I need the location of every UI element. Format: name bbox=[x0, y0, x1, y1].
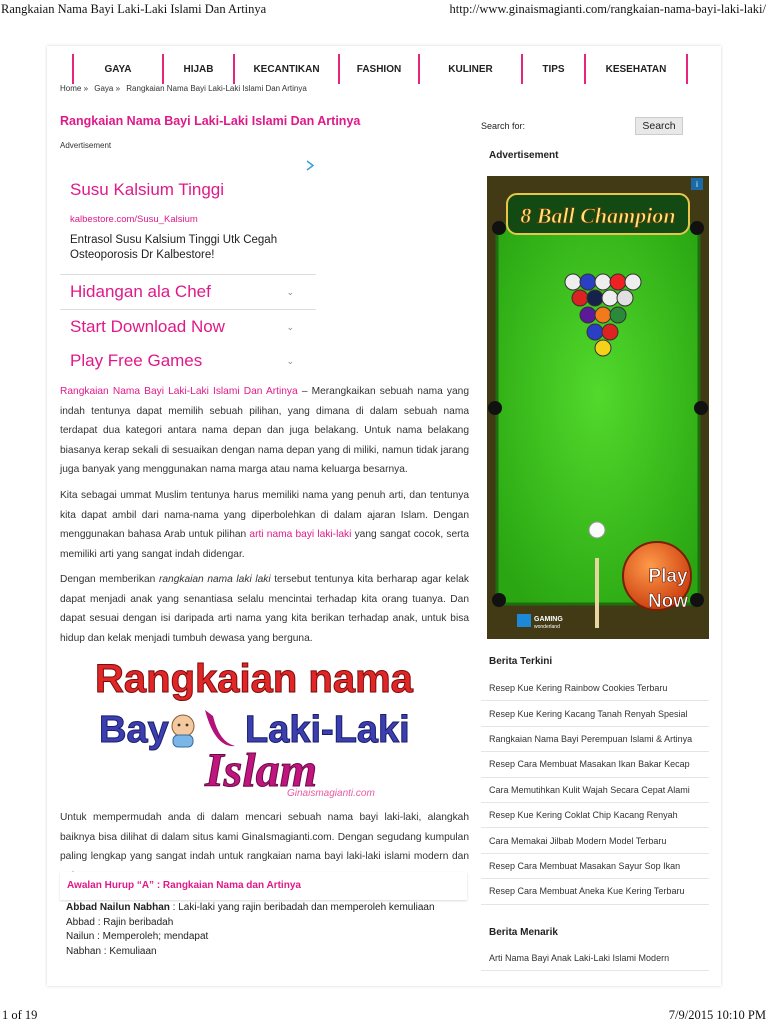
post-title[interactable]: Rangkaian Nama Bayi Laki-Laki Islami Dan Artinya bbox=[60, 114, 361, 128]
berita-terkini-list bbox=[481, 676, 709, 905]
print-header bbox=[0, 0, 768, 20]
image-text-line2b: Laki-Laki bbox=[245, 709, 410, 751]
sidebar-ad-title: Advertisement bbox=[489, 150, 559, 161]
definition-main bbox=[66, 901, 435, 916]
nav-item-fashion[interactable]: FASHION bbox=[340, 54, 420, 84]
print-header-url: http://www.ginaismagianti.com/rangkaian-nama-bayi-laki-laki/ bbox=[449, 2, 766, 16]
print-datetime: 7/9/2015 10:10 PM bbox=[668, 1008, 766, 1022]
article-title-link[interactable]: Rangkaian Nama Bayi Laki-Laki Islami Dan Artinya bbox=[60, 386, 298, 397]
definition-meaning: : Laki-laki yang rajin beribadah dan memperoleh kemuliaan bbox=[169, 902, 435, 913]
cue-ball-icon bbox=[589, 522, 605, 538]
article-text: Dengan memberikan bbox=[60, 574, 159, 585]
arti-nama-link[interactable]: arti nama bayi laki-laki bbox=[249, 529, 352, 540]
ad-link-label: Play Free Games bbox=[70, 351, 203, 370]
article-text: yang sangat cocok, serta memiliki arti yang sangat indah didengar. bbox=[60, 529, 470, 560]
berita-menarik-list bbox=[481, 946, 709, 971]
adchoices-icon[interactable] bbox=[306, 160, 315, 171]
article-text: tersebut tentunya kita berharap agar kelak dapat menjadi anak yang senantiasa selalu mencintai terhadap kita orang tuanya. Dan dapat sesuai dengan isi daripada arti nama yang kita berikan terhadap anak, untuk bisa hidup dan kelak menjadi tumbuh dewasa yang berguna. bbox=[60, 574, 469, 644]
ad-link-hidangan[interactable] bbox=[60, 274, 316, 308]
name-definitions bbox=[66, 901, 435, 959]
breadcrumb-current: Rangkaian Nama Bayi Laki-Laki Islami Dan Artinya bbox=[126, 84, 307, 93]
list-item[interactable]: Resep Cara Membuat Masakan Ikan Bakar Kecap bbox=[481, 752, 709, 777]
brand-sub: wonderland bbox=[534, 624, 560, 630]
breadcrumb bbox=[60, 84, 311, 93]
play-label: Play bbox=[648, 566, 688, 587]
berita-terkini-title: Berita Terkini bbox=[489, 656, 553, 667]
list-item[interactable]: Resep Kue Kering Kacang Tanah Renyah Spesial bbox=[481, 701, 709, 726]
definition-name: Abbad Nailun Nabhan bbox=[66, 902, 170, 913]
article-paragraph-2 bbox=[60, 486, 469, 564]
search-button[interactable]: Search bbox=[635, 117, 683, 135]
article-text: – Merangkaikan sebuah nama yang indah tentunya dapat memilih sebuah pilihan, yang dimana di dalam sebuah nama terdapat dua kategori antara nama depan dan juga belakang. Untuk nama belakang biasanya kerap sekali di sesuaikan dengan nama depan yang di miliki, namun tidak jarang juga banyak yang menggunakan nama marga atau nama keluarga besarnya. bbox=[60, 386, 470, 475]
image-text-line1: Rangkaian nama bbox=[95, 657, 413, 701]
adchoices-badge: i bbox=[696, 180, 698, 189]
image-text-line2a: Bay bbox=[99, 709, 169, 751]
ad-link-label: Start Download Now bbox=[70, 317, 225, 336]
breadcrumb-home[interactable]: Home » bbox=[60, 84, 89, 93]
advertisement-label: Advertisement bbox=[60, 141, 112, 150]
list-item[interactable]: Rangkaian Nama Bayi Perempuan Islami & Artinya bbox=[481, 727, 709, 752]
baby-icon bbox=[172, 715, 194, 747]
ad-link-games[interactable] bbox=[60, 344, 316, 378]
nav-item-kecantikan[interactable]: KECANTIKAN bbox=[235, 54, 340, 84]
list-item[interactable]: Resep Cara Membuat Aneka Kue Kering Terbaru bbox=[481, 879, 709, 904]
article-paragraph-1 bbox=[60, 382, 469, 480]
article-italic-text: rangkaian nama laki laki bbox=[158, 574, 271, 585]
nav-item-gaya[interactable]: GAYA bbox=[72, 54, 164, 84]
main-nav bbox=[72, 54, 688, 84]
ad-headline[interactable]: Susu Kalsium Tinggi bbox=[70, 180, 225, 199]
image-watermark: Ginaismagianti.com bbox=[287, 788, 375, 799]
brand-name: GAMING bbox=[534, 616, 563, 623]
section-subheading-text: Awalan Hurup “A” : Rangkaian Nama dan Artinya bbox=[67, 880, 301, 891]
definition-line: Abbad : Rajin beribadah bbox=[66, 916, 174, 928]
list-item[interactable]: Resep Kue Kering Rainbow Cookies Terbaru bbox=[481, 676, 709, 701]
search-label: Search for: bbox=[481, 121, 526, 131]
ad-link-label: Hidangan ala Chef bbox=[70, 282, 211, 301]
chevron-down-icon: ⌄ bbox=[286, 356, 294, 366]
game-ad-title: 8 Ball Champion bbox=[520, 203, 676, 228]
print-header-title: Rangkaian Nama Bayi Laki-Laki Islami Dan Artinya bbox=[1, 2, 267, 16]
ad-url[interactable]: kalbestore.com/Susu_Kalsium bbox=[70, 214, 198, 225]
chevron-down-icon: ⌄ bbox=[286, 287, 294, 297]
crescent-icon bbox=[205, 710, 235, 746]
print-page-number: 1 of 19 bbox=[2, 1008, 38, 1022]
list-item[interactable]: Resep Kue Kering Coklat Chip Kacang Renyah bbox=[481, 803, 709, 828]
image-text-line3: Islam bbox=[205, 744, 318, 797]
print-footer bbox=[0, 1004, 768, 1024]
list-item[interactable]: Cara Memakai Jilbab Modern Model Terbaru bbox=[481, 828, 709, 853]
chevron-down-icon: ⌄ bbox=[286, 322, 294, 332]
article-paragraph-4: Untuk mempermudah anda di dalam mencari sebuah nama bayi laki-laki, alangkah baiknya bisa dilihat di dalam situs kami GinaIsmagianti.com. Dengan segudang kumpulan paling lengkap yang sangat indah untuk rangkaian nama bayi laki-laki islami modern dan bbox=[60, 812, 469, 862]
article-illustration bbox=[95, 650, 440, 800]
ad-link-download[interactable] bbox=[60, 309, 316, 343]
article-paragraph-3 bbox=[60, 570, 469, 648]
list-item[interactable]: Resep Cara Membuat Masakan Sayur Sop Ikan bbox=[481, 854, 709, 879]
nav-item-tips[interactable]: TIPS bbox=[523, 54, 586, 84]
berita-menarik-title: Berita Menarik bbox=[489, 927, 558, 938]
now-label: Now bbox=[647, 591, 689, 612]
section-subheading bbox=[60, 872, 467, 900]
game-ad-banner[interactable] bbox=[487, 176, 709, 639]
nav-item-kesehatan[interactable]: KESEHATAN bbox=[586, 54, 688, 84]
article-text: Kita sebagai ummat Muslim tentunya harus memiliki nama yang penuh arti, dan tentunya kita dapat ambil dari nama-nama yang diperbolehkan di dalam ajaran Islam. Dengan menggunakan bahasa Arab untuk pilihan bbox=[60, 490, 469, 540]
breadcrumb-section[interactable]: Gaya » bbox=[94, 84, 121, 93]
search-input[interactable] bbox=[528, 117, 636, 136]
cue-stick-icon bbox=[595, 558, 599, 628]
list-item[interactable]: Arti Nama Bayi Anak Laki-Laki Islami Modern bbox=[481, 946, 709, 971]
nav-item-hijab[interactable]: HIJAB bbox=[164, 54, 235, 84]
list-item[interactable]: Cara Memutihkan Kulit Wajah Secara Cepat Alami bbox=[481, 778, 709, 803]
definition-line: Nabhan : Kemuliaan bbox=[66, 945, 157, 957]
ad-description: Entrasol Susu Kalsium Tinggi Utk Cegah Osteoporosis Dr Kalbestore! bbox=[70, 234, 278, 261]
definition-line: Nailun : Memperoleh; mendapat bbox=[66, 931, 209, 942]
nav-item-kuliner[interactable]: KULINER bbox=[420, 54, 523, 84]
